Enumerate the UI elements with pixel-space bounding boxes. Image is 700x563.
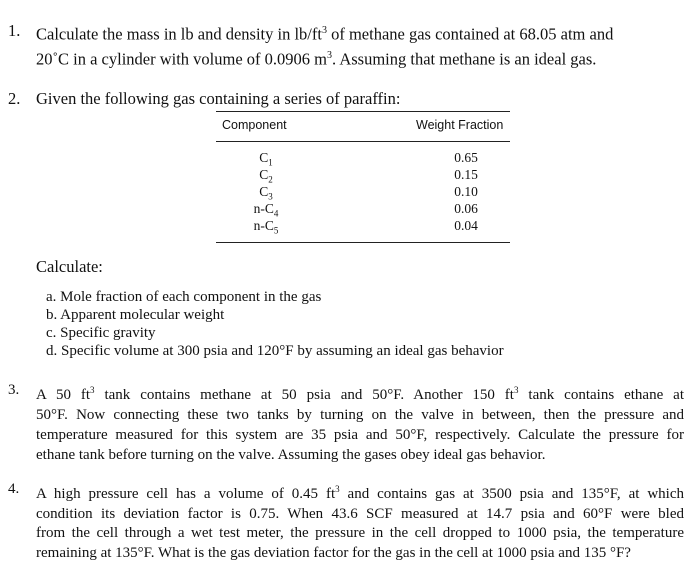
question-3-line-4: ethane tank before turning on the valve. Assuming the gases obey ideal gas behavior.: [36, 447, 546, 463]
component-column: [236, 149, 296, 234]
table-top-rule: [216, 111, 510, 112]
weight-fraction-cell: 0.15: [454, 167, 478, 182]
component-cell: $C_1$: [259, 150, 273, 168]
table-header-component: Component: [222, 118, 287, 132]
table-header-rule: [216, 141, 510, 142]
question-4-number: 4.: [8, 481, 20, 497]
question-1-number: 1.: [8, 21, 21, 40]
question-4-line-4: remaining at 135°F. What is the gas deviation factor for the gas in the cell at 1000 psia and 135 °F?: [36, 544, 631, 561]
calculate-item: c. Specific gravity: [46, 325, 156, 341]
weight-fraction-cell: 0.04: [454, 218, 478, 233]
weight-fraction-cell: 0.06: [454, 201, 478, 216]
question-1-line-1: Calculate the mass in lb and density in $lb/ft^3$ of methane gas contained at 68.05 atm and: [36, 24, 614, 44]
weight-fraction-cell: 0.10: [454, 184, 478, 199]
question-4-text: [36, 480, 684, 563]
calculate-label: Calculate:: [36, 257, 103, 276]
weight-fraction-column: [436, 149, 496, 234]
calculate-items: [46, 288, 676, 360]
question-1-text: [36, 20, 686, 69]
table-header-weight-fraction: Weight Fraction: [416, 118, 504, 132]
table-bottom-rule: [216, 242, 510, 243]
question-4-line-1: A high pressure cell has a volume of 0.45 $ft^3$ and contains gas at 3500 psia and 135°F, at which: [36, 484, 684, 502]
question-3-line-1: A 50 $ft^3$ tank contains methane at 50 psia and 50°F. Another 150 $ft^3$ tank contains ethane at: [36, 385, 685, 403]
question-2-intro: Given the following gas containing a series of paraffin:: [36, 89, 401, 108]
question-4-line-3: from the cell through a wet test meter, the pressure in the cell dropped to 1000 psia, the temperature: [36, 525, 684, 541]
question-3-line-3: temperature measured for this system are 35 psia and 50°F, respectively. Calculate the pressure for: [36, 427, 684, 443]
component-cell: $n-C_4$: [253, 201, 279, 219]
question-1-line-2: 20˚C in a cylinder with volume of 0.0906 $m^3$. Assuming that methane is an ideal gas.: [36, 49, 597, 68]
question-3-text: [36, 380, 684, 465]
calculate-item: b. Apparent molecular weight: [46, 307, 225, 323]
weight-fraction-cell: 0.65: [454, 150, 478, 165]
calculate-item: a. Mole fraction of each component in the gas: [46, 289, 322, 305]
question-3-line-2: 50°F. Now connecting these two tanks by turning on the valve in between, then the pressure and: [36, 407, 684, 423]
component-cell: $C_2$: [259, 167, 273, 185]
question-4-line-2: condition its deviation factor is 0.75. When 43.6 SCF measured at 14.7 psia and 60°F were bled: [36, 505, 684, 522]
component-cell: $n-C_5$: [253, 218, 279, 236]
question-3-number: 3.: [8, 382, 20, 398]
component-cell: $C_3$: [259, 184, 273, 202]
calculate-item: d. Specific volume at 300 psia and 120°F by assuming an ideal gas behavior: [46, 343, 504, 359]
question-2-number: 2.: [8, 89, 21, 108]
